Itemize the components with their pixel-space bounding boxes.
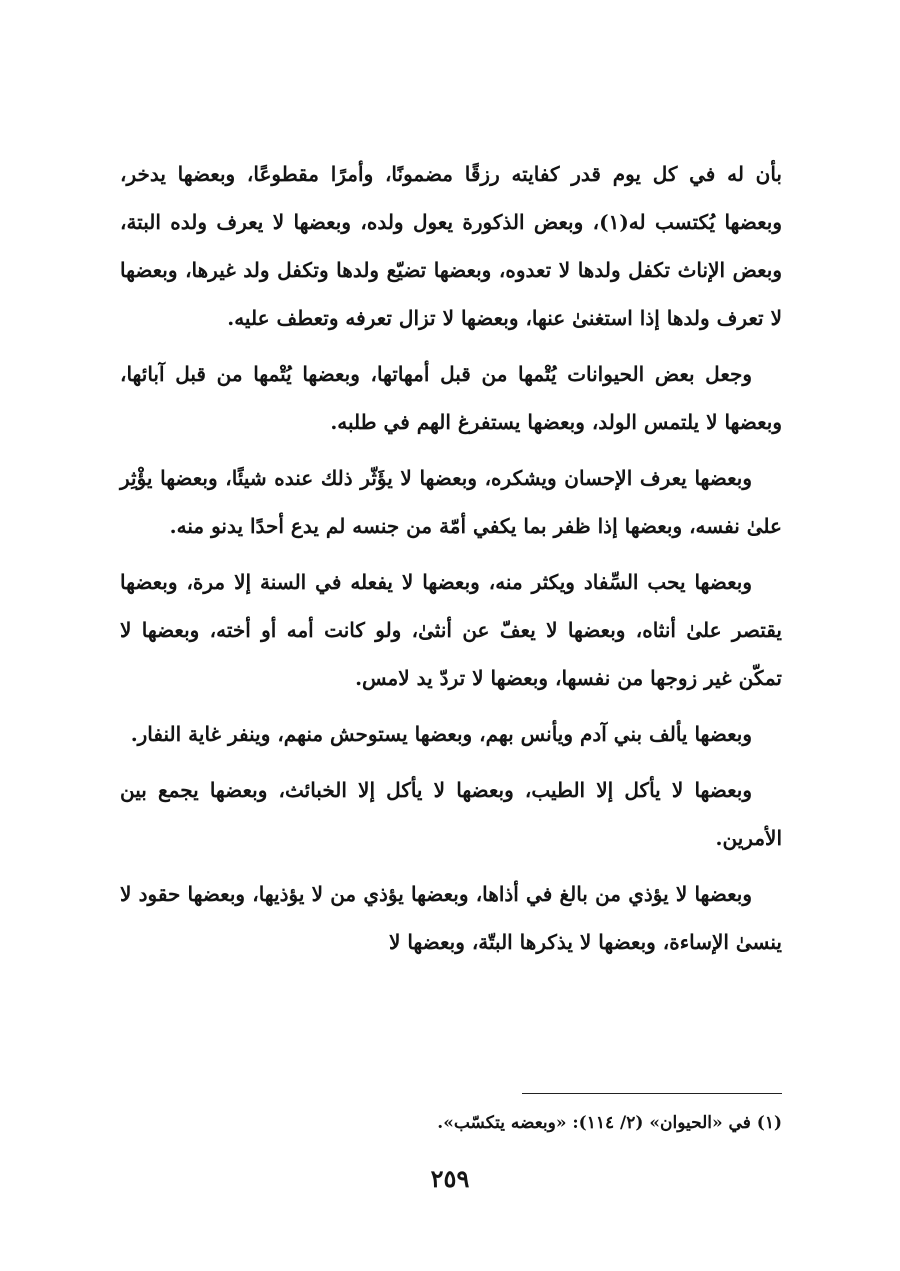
page-number: ٢٥٩ [430, 1164, 470, 1193]
paragraph-7: وبعضها لا يؤذي من بالغ في أذاها، وبعضها يؤذي من لا يؤذيها، وبعضها حقود لا ينسىٰ الإساءة، وبعضها لا يذكرها البتّة، وبعضها لا [120, 882, 782, 954]
paragraph-6: وبعضها لا يأكل إلا الطيب، وبعضها لا يأكل إلا الخبائث، وبعضها يجمع بين الأمرين. [120, 778, 782, 850]
paragraph-2: وجعل بعض الحيوانات يُتْمها من قبل أمهاتها، وبعضها يُتْمها من قبل آبائها، وبعضها لا يلتمس الولد، وبعضها يستفرغ الهم في طلبه. [120, 362, 782, 434]
paragraph-3: وبعضها يعرف الإحسان ويشكره، وبعضها لا يؤَثّر ذلك عنده شيئًا، وبعضها يؤْثِر علىٰ نفسه، وبعضها إذا ظفر بما يكفي أمّة من جنسه لم يدع أحدًا يدنو منه. [120, 466, 782, 538]
footnote-divider [522, 1093, 782, 1094]
footnote: (١) في «الحيوان» (٢/ ١١٤): «وبعضه يتكسّب». [437, 1113, 782, 1133]
paragraph-4: وبعضها يحب السِّفاد ويكثر منه، وبعضها لا يفعله في السنة إلا مرة، وبعضها يقتصر علىٰ أنثاه، وبعضها لا يعفّ عن أنثىٰ، ولو كانت أمه أو أخته، وبعضها لا تمكّن غير زوجها من نفسها، وبعضها لا تردّ يد لامس. [120, 570, 782, 690]
paragraph-1: بأن له في كل يوم قدر كفايته رزقًا مضمونًا، وأمرًا مقطوعًا، وبعضها يدخر، وبعضها يُكتسب له(١)، وبعض الذكورة يعول ولده، وبعضها لا يعرف ولده البتة، وبعض الإناث تكفل ولدها لا تعدوه، وبعضها تضيّع ولدها وتكفل ولد غيرها، وبعضها لا تعرف ولدها إذا استغنىٰ عنها، وبعضها لا تزال تعرفه وتعطف عليه. [120, 162, 782, 330]
page-body [120, 150, 782, 974]
paragraph-5: وبعضها يألف بني آدم ويأنس بهم، وبعضها يستوحش منهم، وينفر غاية النفار. [130, 722, 752, 746]
